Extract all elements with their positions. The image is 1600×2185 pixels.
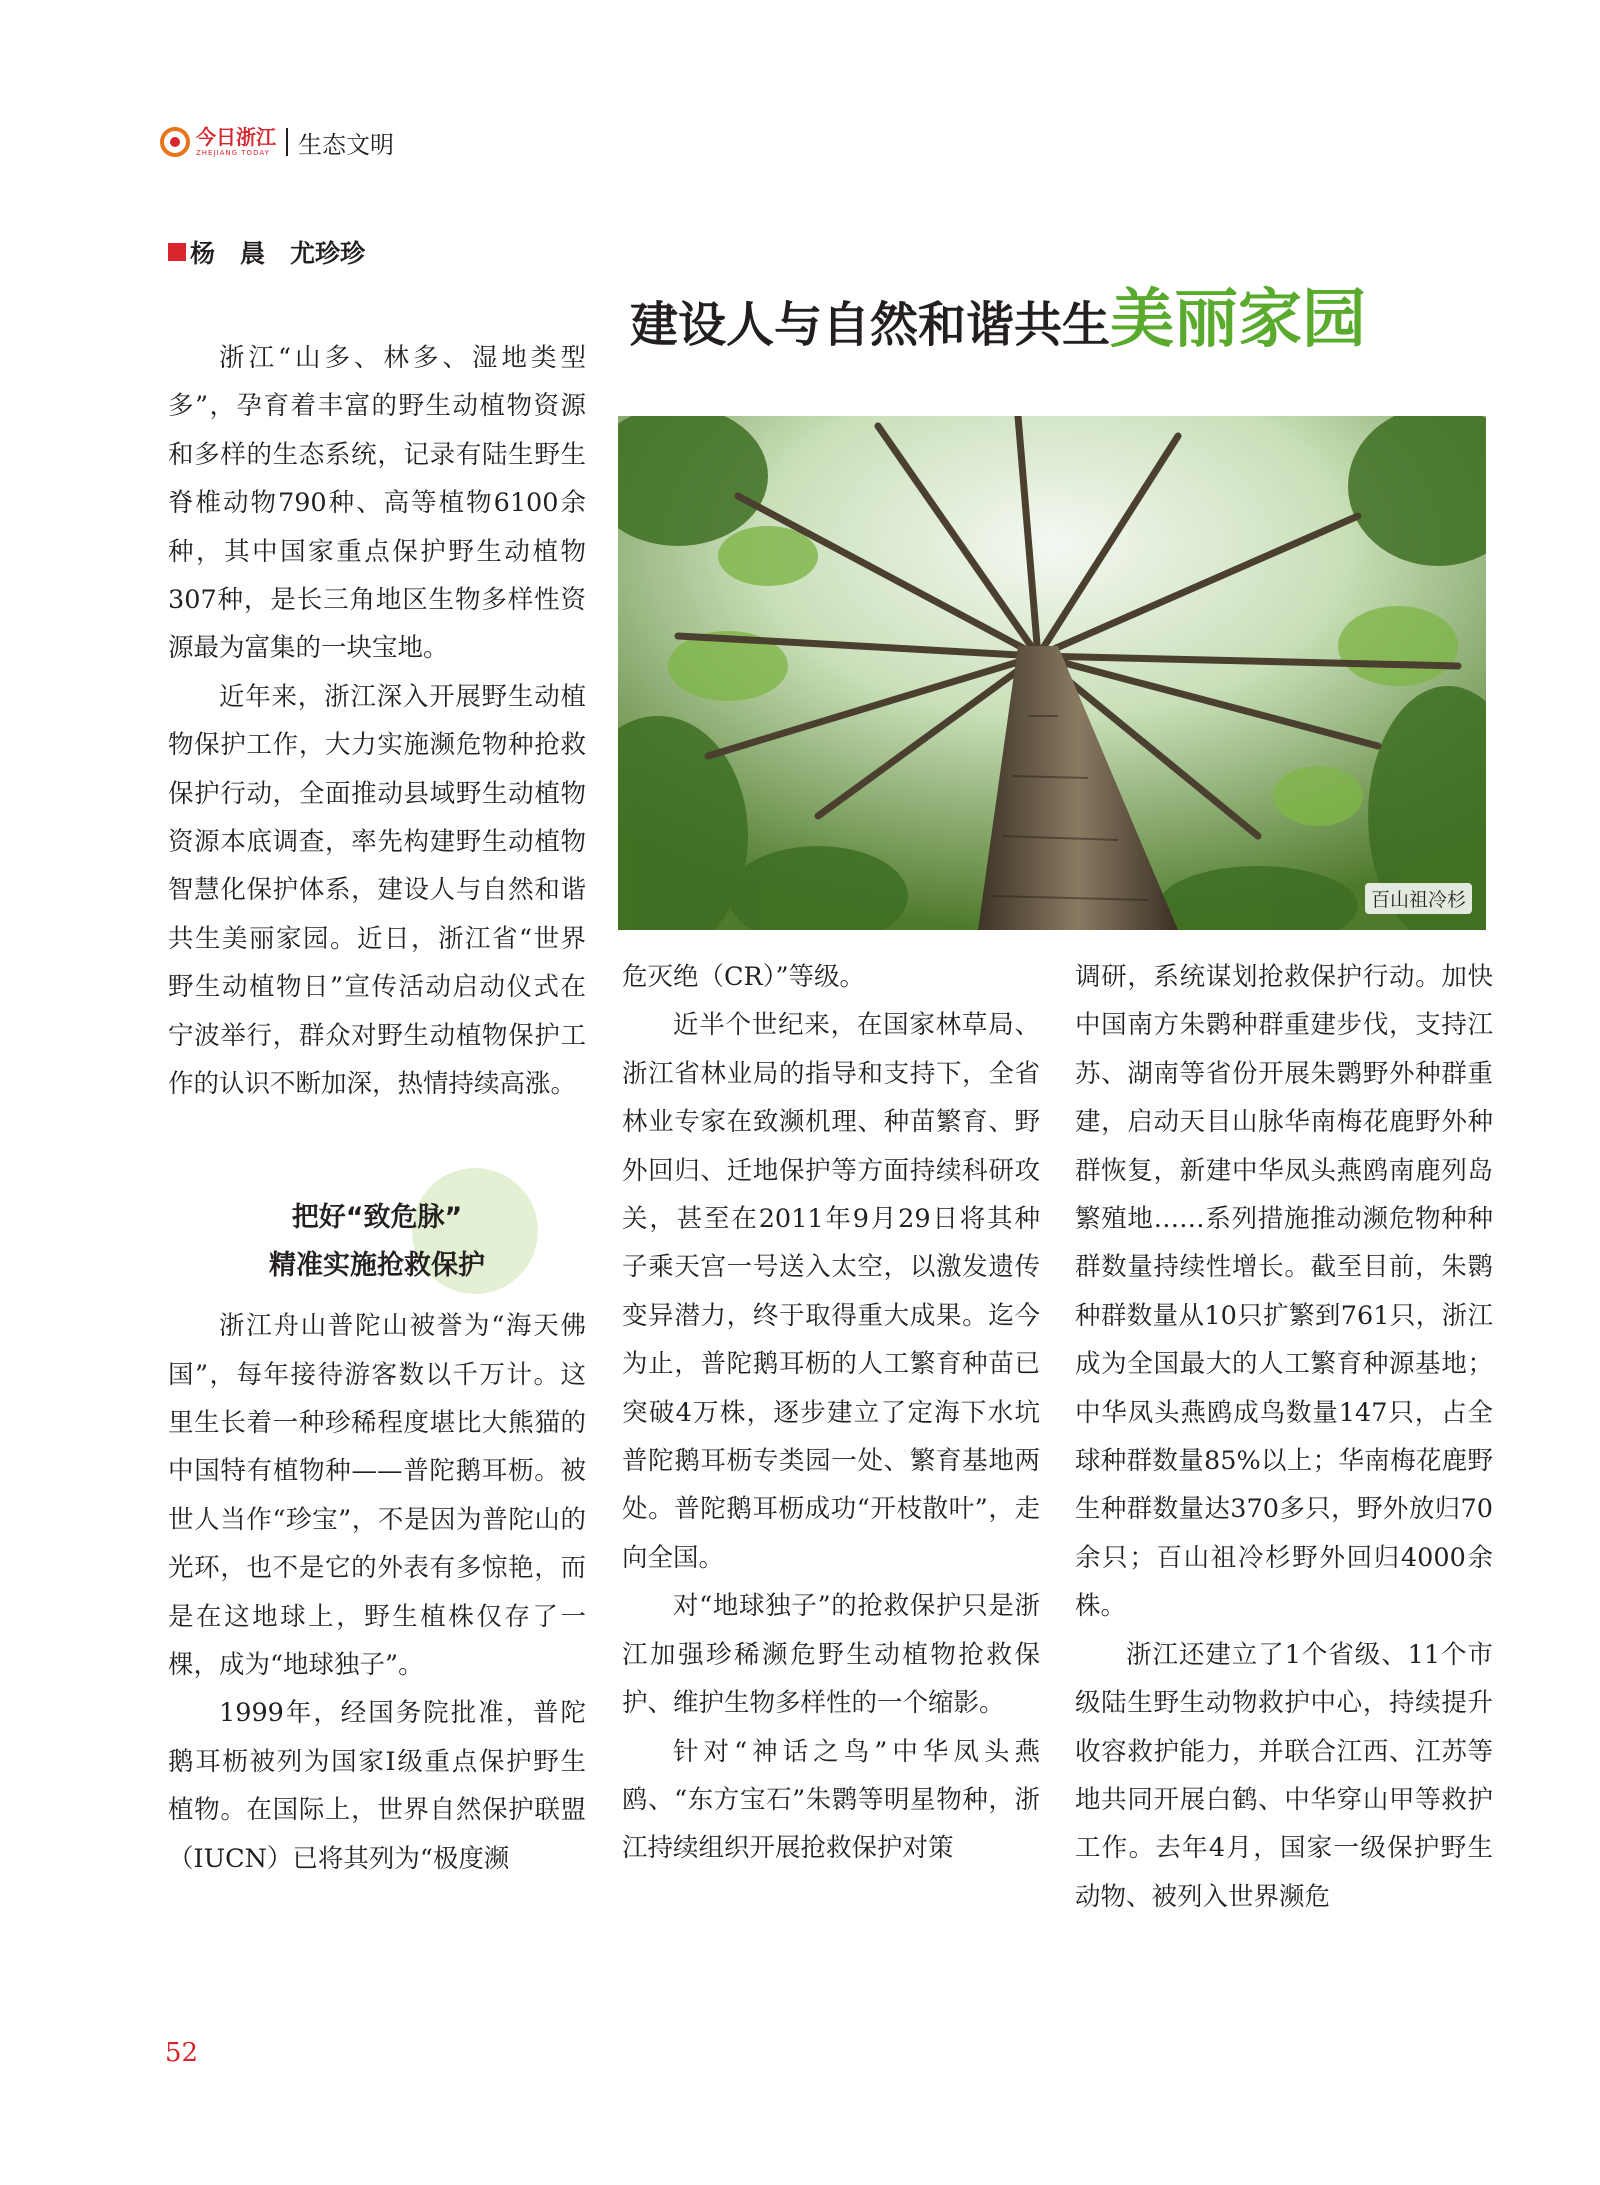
column-3 bbox=[1075, 953, 1493, 1921]
tree-photo bbox=[618, 416, 1486, 930]
red-square-icon bbox=[168, 243, 186, 261]
author-names: 杨 晨 尤珍珍 bbox=[190, 239, 366, 268]
paragraph: 近年来，浙江深入开展野生动植物保护工作，大力实施濒危物种抢救保护行动，全面推动县域野生动植物资源本底调查，率先构建野生动植物智慧化保护体系，建设人与自然和谐共生美丽家园。近日，浙江省“世界野生动植物日”宣传活动启动仪式在宁波举行，群众对野生动植物保护工作的认识不断加深，热情持续高涨。 bbox=[168, 681, 586, 1100]
paragraph: 危灭绝（CR）”等级。 bbox=[622, 962, 865, 992]
paragraph: 浙江舟山普陀山被誉为“海天佛国”，每年接待游客数以千万计。这里生长着一种珍稀程度堪比大熊猫的中国特有植物种——普陀鹅耳枥。被世人当作“珍宝”，不是因为普陀山的光环，也不是它的外表有多惊艳，而是在这地球上，野生植株仅存了一棵，成为“地球独子”。 bbox=[168, 1311, 586, 1680]
logo-english-text: ZHEJIANG TODAY bbox=[196, 149, 270, 157]
page-header bbox=[160, 120, 394, 164]
magazine-logo bbox=[160, 127, 276, 157]
subheading-line-1: 把好“致危脉” bbox=[291, 1202, 463, 1233]
title-main: 建设人与自然和谐共生 bbox=[630, 297, 1111, 353]
section-name: 生态文明 bbox=[298, 130, 394, 159]
paragraph: 近半个世纪来，在国家林草局、浙江省林业局的指导和支持下，全省林业专家在致濒机理、种苗繁育、野外回归、迁地保护等方面持续科研攻关，甚至在2011年9月29日将其种子乘天宫一号送入太空，以激发遗传变异潜力，终于取得重大成果。迄今为止，普陀鹅耳枥的人工繁育种苗已突破4万株，逐步建立了定海下水坑普陀鹅耳枥专类园一处、繁育基地两处。普陀鹅耳枥成功“开枝散叶”，走向全国。 bbox=[622, 1010, 1040, 1573]
fir-tree-canopy-image bbox=[618, 416, 1486, 930]
header-divider bbox=[286, 128, 288, 156]
column-2 bbox=[622, 953, 1040, 1873]
logo-chinese-text: 今日浙江 bbox=[196, 125, 276, 149]
logo-swirl-icon bbox=[160, 127, 190, 157]
paragraph: 1999年，经国务院批准，普陀鹅耳枥被列为国家Ⅰ级重点保护野生植物。在国际上，世界自然保护联盟（IUCN）已将其列为“极度濒 bbox=[168, 1698, 586, 1874]
section-subheading bbox=[168, 1166, 586, 1296]
column-1 bbox=[168, 334, 586, 1883]
page-number: 52 bbox=[165, 2038, 199, 2068]
article-title bbox=[630, 268, 1367, 357]
paragraph: 浙江还建立了1个省级、11个市级陆生野生动物救护中心，持续提升收容救护能力，并联合江西、江苏等地共同开展白鹤、中华穿山甲等救护工作。去年4月，国家一级保护野生动物、被列入世界濒危 bbox=[1075, 1639, 1493, 1912]
photo-caption: 百山祖冷杉 bbox=[1365, 883, 1472, 914]
paragraph: 对“地球独子”的抢救保护只是浙江加强珍稀濒危野生动植物抢救保护、维护生物多样性的一个缩影。 bbox=[622, 1591, 1040, 1719]
author-byline bbox=[168, 234, 365, 270]
subheading-line-2: 精准实施抢救保护 bbox=[269, 1250, 485, 1281]
title-accent: 美丽家园 bbox=[1110, 283, 1367, 357]
paragraph: 调研，系统谋划抢救保护行动。加快中国南方朱鹮种群重建步伐，支持江苏、湖南等省份开展朱鹮野外种群重建，启动天目山脉华南梅花鹿野外种群恢复，新建中华凤头燕鸥南鹿列岛繁殖地……系列措施推动濒危物种种群数量持续性增长。截至目前，朱鹮种群数量从10只扩繁到761只，浙江成为全国最大的人工繁育种源基地；中华凤头燕鸥成鸟数量147只，占全球种群数量85%以上；华南梅花鹿野生种群数量达370多只，野外放归70余只；百山祖冷杉野外回归4000余株。 bbox=[1075, 962, 1493, 1622]
paragraph: 浙江“山多、林多、湿地类型多”，孕育着丰富的野生动植物资源和多样的生态系统，记录有陆生野生脊椎动物790种、高等植物6100余种，其中国家重点保护野生动植物307种，是长三角地区生物多样性资源最为富集的一块宝地。 bbox=[168, 343, 586, 664]
paragraph: 针对“神话之鸟”中华凤头燕鸥、“东方宝石”朱鹮等明星物种，浙江持续组织开展抢救保护对策 bbox=[622, 1736, 1040, 1864]
